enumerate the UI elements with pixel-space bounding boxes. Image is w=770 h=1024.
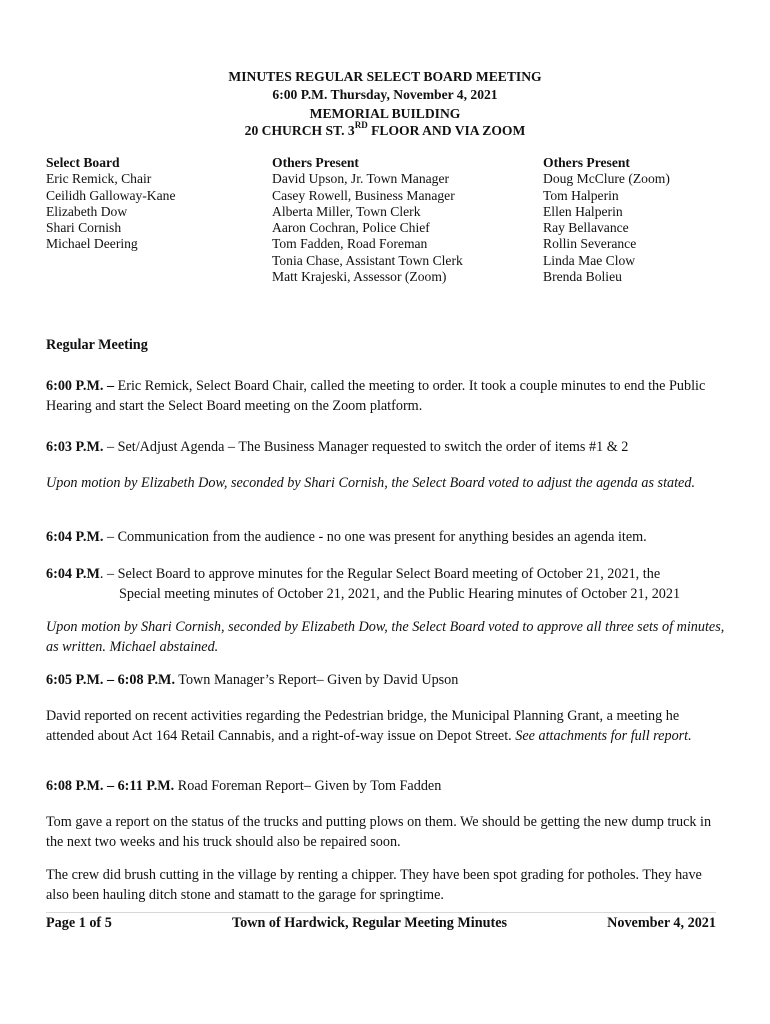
footer-date: November 4, 2021 xyxy=(607,915,716,931)
doc-title: MINUTES REGULAR SELECT BOARD MEETING xyxy=(228,69,542,84)
item-time: 6:03 P.M. xyxy=(46,439,104,455)
attendee-name: Casey Rowell, Business Manager xyxy=(272,187,455,203)
attendee-name: Brenda Bolieu xyxy=(543,269,622,285)
attendee-name: Shari Cornish xyxy=(46,220,122,236)
town-manager-report-text: David reported on recent activities regarding the Pedestrian bridge, the Municipal Planning Grant, a meeting he attended about Act 164 Retail Cannabis, and a right-of-way issue on Depot Street. See attachments for full report. xyxy=(46,708,692,744)
agenda-item-approve-minutes: 6:04 P.M. – Select Board to approve minutes for the Regular Select Board meeting of October 21, 2021, the Special meeting minutes of October 21, 2021, and the Public Hearing minutes of October 21, 2021 xyxy=(46,566,681,602)
road-foreman-report-text-1: Tom gave a report on the status of the trucks and putting plows on them. We should be getting the new dump truck in the next two weeks and his truck should also be repaired soon. xyxy=(46,814,712,850)
page-number: Page 1 of 5 xyxy=(46,915,112,931)
attendee-name: Aaron Cochran, Police Chief xyxy=(272,220,430,236)
road-foreman-report-text-2: The crew did brush cutting in the village by renting a chipper. They have been spot grading for potholes. They have also been hauling ditch stone and stamatt to the garage for springtime. xyxy=(46,867,702,903)
meeting-address: 20 CHURCH ST. 3RD FLOOR AND VIA ZOOM xyxy=(244,120,526,138)
item-time: 6:04 P.M. xyxy=(46,529,104,545)
item-time: 6:05 P.M. – 6:08 P.M. xyxy=(46,672,175,688)
attendee-name: David Upson, Jr. Town Manager xyxy=(272,171,450,187)
agenda-item-call-to-order: 6:00 P.M. – Eric Remick, Select Board Chair, called the meeting to order. It took a couple minutes to end the Public Hearing and start the Select Board meeting on the Zoom platform. xyxy=(46,378,706,414)
others-present-column-1 xyxy=(272,155,463,285)
attendee-name: Tom Halperin xyxy=(543,187,619,203)
motion-adjust-agenda: Upon motion by Elizabeth Dow, seconded by Shari Cornish, the Select Board voted to adjust the agenda as stated. xyxy=(46,475,695,491)
motion-approve-minutes: Upon motion by Shari Cornish, seconded by Elizabeth Dow, the Select Board voted to approve all three sets of minutes, as written. Michael abstained. xyxy=(46,619,725,655)
item-time: 6:04 P.M xyxy=(46,566,100,582)
meeting-building: MEMORIAL BUILDING xyxy=(309,106,461,121)
attendee-name: Doug McClure (Zoom) xyxy=(543,171,670,187)
agenda-item-town-manager-report: 6:05 P.M. – 6:08 P.M. Town Manager’s Report– Given by David Upson xyxy=(46,672,459,688)
attendee-name: Ceilidh Galloway-Kane xyxy=(46,187,176,203)
others-present-column-2 xyxy=(543,155,670,285)
agenda-item-communication: 6:04 P.M. – Communication from the audience - no one was present for anything besides an agenda item. xyxy=(46,529,647,545)
attendee-name: Michael Deering xyxy=(46,236,138,252)
attendee-name: Ray Bellavance xyxy=(543,220,629,236)
attendee-name: Alberta Miller, Town Clerk xyxy=(272,203,421,219)
others-present-heading: Others Present xyxy=(543,155,630,170)
others-present-heading: Others Present xyxy=(272,155,359,170)
ordinal-suffix: RD xyxy=(354,120,368,131)
attendee-name: Ellen Halperin xyxy=(543,203,623,219)
footer-title: Town of Hardwick, Regular Meeting Minutes xyxy=(232,915,508,931)
section-heading: Regular Meeting xyxy=(46,337,148,353)
page-footer xyxy=(46,912,716,933)
agenda-item-road-foreman-report: 6:08 P.M. – 6:11 P.M. Road Foreman Report– Given by Tom Fadden xyxy=(46,778,442,794)
select-board-heading: Select Board xyxy=(46,155,120,170)
select-board-column xyxy=(46,155,175,253)
item-time: 6:08 P.M. – 6:11 P.M. xyxy=(46,778,175,794)
attendee-name: Linda Mae Clow xyxy=(543,252,636,268)
attendee-name: Rollin Severance xyxy=(543,236,637,252)
attendee-name: Tom Fadden, Road Foreman xyxy=(272,236,428,252)
agenda-item-set-agenda: 6:03 P.M. – Set/Adjust Agenda – The Business Manager requested to switch the order of items #1 & 2 xyxy=(46,439,629,455)
attendee-name: Matt Krajeski, Assessor (Zoom) xyxy=(272,269,447,285)
attendee-name: Elizabeth Dow xyxy=(46,203,128,219)
attendee-name: Eric Remick, Chair xyxy=(46,171,152,187)
item-time: 6:00 P.M. – xyxy=(46,378,115,394)
meeting-datetime: 6:00 P.M. Thursday, November 4, 2021 xyxy=(272,87,498,102)
attendee-name: Tonia Chase, Assistant Town Clerk xyxy=(272,252,463,268)
